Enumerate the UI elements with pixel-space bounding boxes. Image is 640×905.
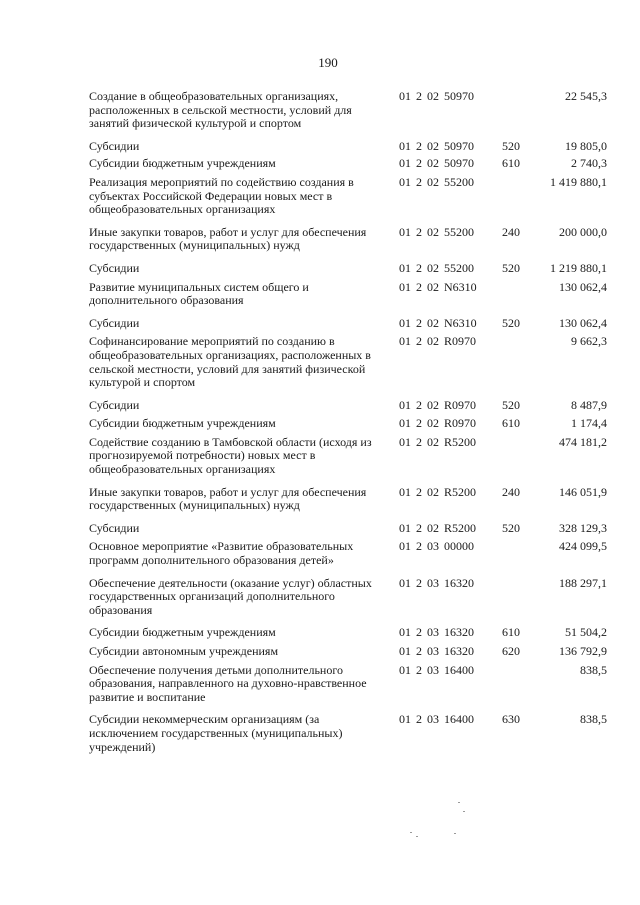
- table-row: [89, 90, 607, 131]
- row-vr: 610: [502, 416, 520, 431]
- scan-speck: [463, 811, 465, 812]
- row-vr: 240: [502, 224, 520, 239]
- row-name: Субсидии: [89, 520, 140, 535]
- row-name: Субсидии бюджетным учреждениям: [89, 416, 276, 431]
- row-vr: 520: [502, 315, 520, 330]
- table-row: [89, 317, 607, 331]
- row-name: Субсидии автономным учреждениям: [89, 644, 279, 658]
- row-vr: 630: [502, 712, 520, 727]
- row-name: Субсидии некоммерческим организациям (за исключением государственных (муниципальных) учреждений): [89, 712, 343, 754]
- row-code: 01 2 03 16400: [399, 712, 474, 727]
- table-row: [89, 176, 607, 217]
- row-amount: 130 062,4: [559, 315, 607, 330]
- row-code: 01 2 02 50970: [399, 89, 474, 103]
- row-name: Субсидии бюджетным учреждениям: [89, 156, 276, 171]
- row-code: 01 2 03 16320: [399, 575, 474, 590]
- row-amount: 1 419 880,1: [550, 174, 607, 189]
- scan-speck: [458, 802, 460, 803]
- table-row: [89, 522, 607, 536]
- row-amount: 188 297,1: [559, 575, 607, 590]
- row-amount: 424 099,5: [559, 539, 607, 554]
- row-amount: 838,5: [580, 662, 607, 677]
- row-code: 01 2 02 N6310: [399, 315, 477, 330]
- table-row: [89, 262, 607, 276]
- row-code: 01 2 02 R5200: [399, 520, 477, 535]
- page-number: 190: [318, 55, 338, 70]
- row-name: Субсидии: [89, 315, 140, 330]
- scan-speck: [416, 836, 418, 837]
- row-vr: 610: [502, 625, 520, 640]
- table-row: [89, 157, 607, 171]
- row-name: Иные закупки товаров, работ и услуг для обеспечения государственных (муниципальных) нужд: [89, 484, 367, 513]
- row-code: 01 2 03 16320: [399, 625, 474, 640]
- row-name: Содействие созданию в Тамбовской области (исходя из прогнозируемой потребности) новых мест в общеобразовательных организациях: [89, 434, 372, 477]
- row-amount: 1 174,4: [571, 416, 607, 431]
- row-name: Субсидии бюджетным учреждениям: [89, 625, 276, 640]
- row-amount: 9 662,3: [571, 334, 607, 349]
- table-row: [89, 436, 607, 477]
- row-code: 01 2 02 N6310: [399, 279, 477, 294]
- row-vr: 610: [502, 156, 520, 171]
- table-row: [89, 486, 607, 513]
- row-code: 01 2 02 50970: [399, 138, 474, 153]
- row-name: Создание в общеобразовательных организациях, расположенных в сельской местности, условий для занятий физической культурой и спортом: [89, 89, 352, 131]
- row-amount: 1 219 880,1: [550, 260, 607, 275]
- table-row: [89, 335, 607, 389]
- row-amount: 200 000,0: [559, 224, 607, 239]
- row-name: Иные закупки товаров, работ и услуг для обеспечения государственных (муниципальных) нужд: [89, 224, 367, 253]
- row-code: 01 2 02 55200: [399, 260, 474, 275]
- row-vr: 620: [502, 644, 520, 658]
- table-row: [89, 399, 607, 413]
- row-name: Субсидии: [89, 260, 140, 275]
- row-code: 01 2 03 00000: [399, 539, 474, 554]
- budget-table: [89, 90, 607, 754]
- row-code: 01 2 02 R5200: [399, 434, 477, 449]
- row-code: 01 2 03 16320: [399, 644, 474, 658]
- row-name: Софинансирование мероприятий по созданию в общеобразовательных организациях, расположенных в сельской местности, условий для занятий физической культурой и спортом: [89, 334, 371, 390]
- row-name: Основное мероприятие «Развитие образовательных программ дополнительного образования детей»: [89, 539, 354, 568]
- row-vr: 520: [502, 260, 520, 275]
- row-code: 01 2 02 50970: [399, 156, 474, 171]
- row-code: 01 2 02 R0970: [399, 397, 477, 412]
- row-amount: 8 487,9: [571, 397, 607, 412]
- row-amount: 328 129,3: [559, 520, 607, 535]
- row-code: 01 2 02 55200: [399, 224, 474, 239]
- row-name: Развитие муниципальных систем общего и дополнительного образования: [89, 279, 309, 308]
- row-code: 01 2 02 R5200: [399, 484, 477, 499]
- row-code: 01 2 02 55200: [399, 174, 474, 189]
- table-row: [89, 226, 607, 253]
- row-name: Субсидии: [89, 138, 140, 153]
- row-vr: 240: [502, 484, 520, 499]
- row-amount: 51 504,2: [565, 625, 607, 640]
- row-vr: 520: [502, 397, 520, 412]
- row-amount: 22 545,3: [565, 89, 607, 103]
- row-name: Субсидии: [89, 397, 140, 412]
- scan-speck: [410, 832, 412, 833]
- row-name: Обеспечение получения детьми дополнительного образования, направленного на духовно-нравственное развитие и воспитание: [89, 662, 367, 704]
- row-amount: 136 792,9: [559, 644, 607, 658]
- table-row: [89, 626, 607, 640]
- row-code: 01 2 02 R0970: [399, 416, 477, 431]
- table-row: [89, 540, 607, 567]
- row-amount: 130 062,4: [559, 279, 607, 294]
- table-row: [89, 664, 607, 705]
- table-row: [89, 645, 607, 659]
- row-code: 01 2 03 16400: [399, 662, 474, 677]
- row-vr: 520: [502, 138, 520, 153]
- table-row: [89, 713, 607, 754]
- table-row: [89, 281, 607, 308]
- row-amount: 146 051,9: [559, 484, 607, 499]
- row-amount: 838,5: [580, 712, 607, 727]
- row-amount: 19 805,0: [565, 138, 607, 153]
- row-code: 01 2 02 R0970: [399, 334, 477, 349]
- table-row: [89, 577, 607, 618]
- table-row: [89, 140, 607, 154]
- row-amount: 2 740,3: [571, 156, 607, 171]
- row-amount: 474 181,2: [559, 434, 607, 449]
- row-vr: 520: [502, 520, 520, 535]
- row-name: Реализация мероприятий по содействию создания в субъектах Российской Федерации новых мест в общеобразовательных организациях: [89, 174, 354, 217]
- scan-speck: [454, 833, 456, 834]
- row-name: Обеспечение деятельности (оказание услуг) областных государственных организаций дополнительного образования: [89, 575, 372, 617]
- table-row: [89, 417, 607, 431]
